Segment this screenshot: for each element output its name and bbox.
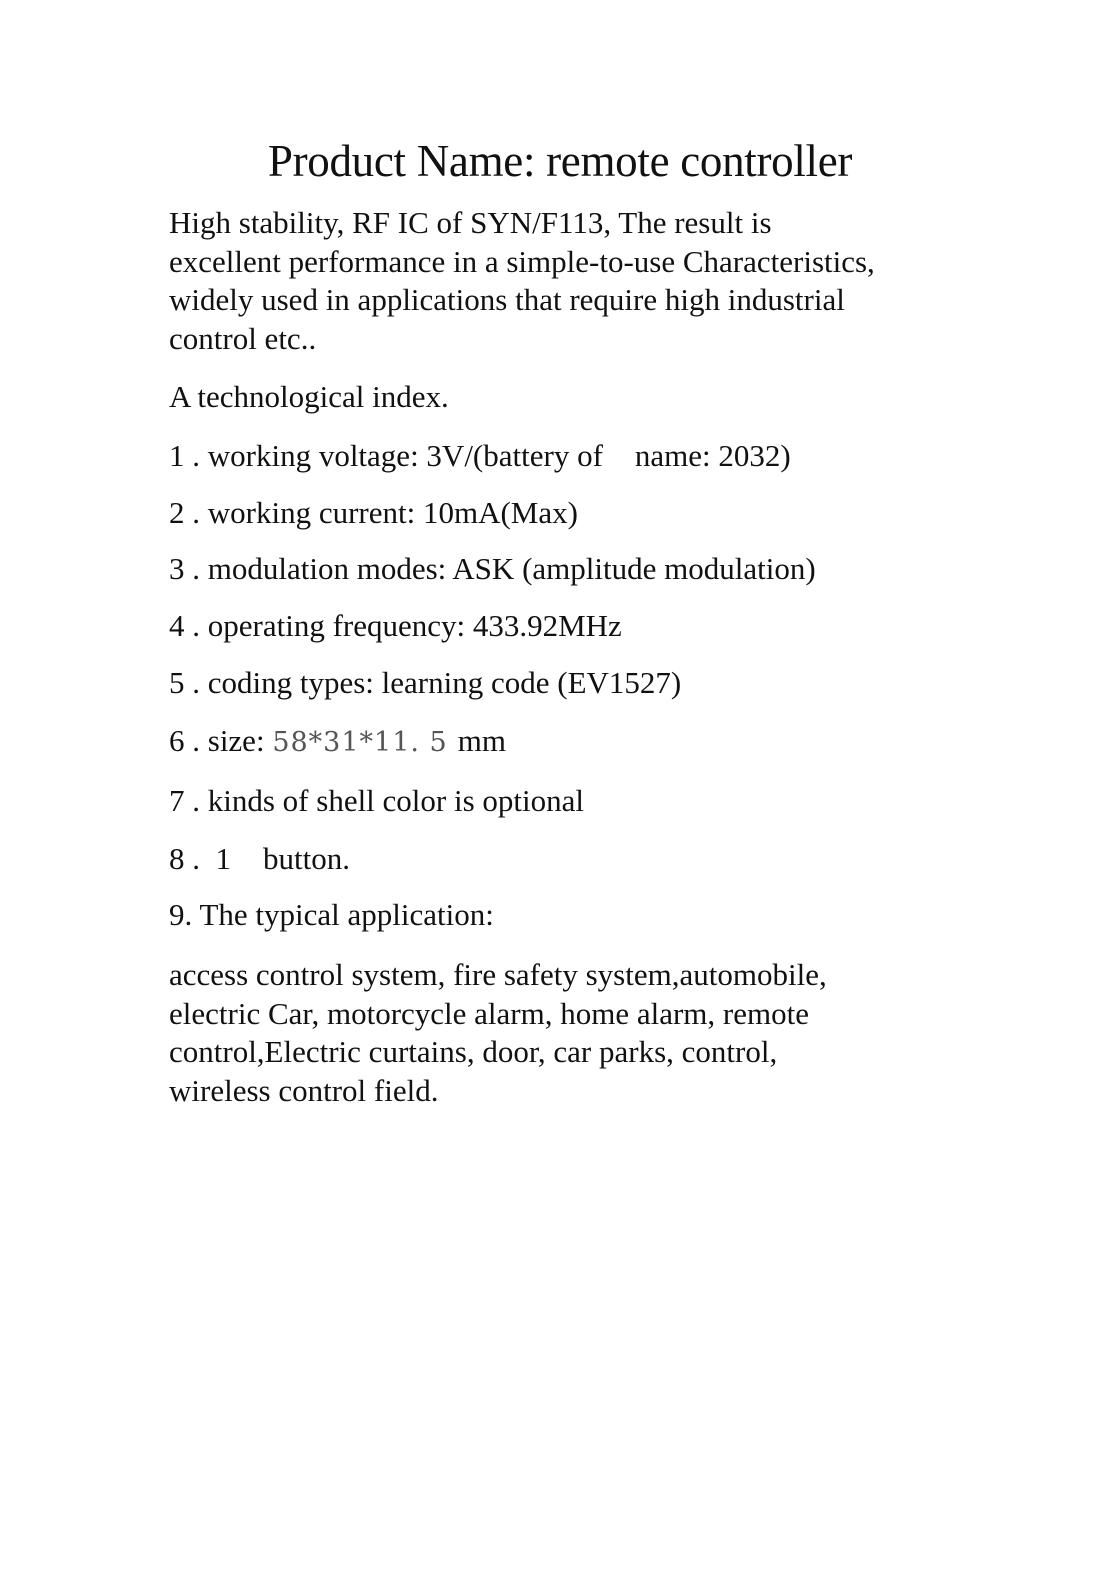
spec-item-modulation xyxy=(169,550,816,588)
spec-text: size: xyxy=(207,723,265,758)
applications-line: control,Electric curtains, door, car parks, control, xyxy=(169,1034,778,1069)
applications-line: wireless control field. xyxy=(169,1072,439,1108)
intro-paragraph xyxy=(169,204,969,358)
spec-text: The typical application: xyxy=(199,897,494,932)
spec-text: modulation modes: ASK (amplitude modulation) xyxy=(207,551,816,586)
spec-number: 1 . xyxy=(169,438,200,473)
spec-text: working current: 10mA(Max) xyxy=(207,495,578,530)
spec-text: coding types: learning code (EV1527) xyxy=(207,665,682,700)
spec-text: operating frequency: 433.92MHz xyxy=(207,608,622,643)
button-count: 1 xyxy=(215,841,231,876)
spec-number: 2 . xyxy=(169,495,200,530)
size-value: 58*31*11. 5 xyxy=(272,727,448,758)
intro-line: High stability, RF IC of SYN/F113, The result is xyxy=(169,205,772,240)
spec-item-size xyxy=(169,722,506,762)
spec-number: 5 . xyxy=(169,665,200,700)
size-unit: mm xyxy=(457,723,506,758)
spec-item-coding xyxy=(169,664,681,702)
spec-text: kinds of shell color is optional xyxy=(207,783,585,818)
applications-paragraph xyxy=(169,956,969,1110)
spec-number: 8 . xyxy=(169,841,200,876)
spec-text: working voltage: 3V/(battery of xyxy=(207,438,603,473)
spec-number: 9. xyxy=(169,897,193,932)
spec-item-application xyxy=(169,896,494,934)
spec-number: 4 . xyxy=(169,608,200,643)
spec-item-voltage xyxy=(169,437,791,475)
intro-line: widely used in applications that require high industrial xyxy=(169,282,845,317)
spec-extra: name: 2032) xyxy=(634,438,791,473)
intro-line: control etc.. xyxy=(169,320,317,356)
spec-item-current xyxy=(169,494,578,532)
applications-line: access control system, fire safety system,automobile, xyxy=(169,957,827,992)
spec-number: 7 . xyxy=(169,783,200,818)
page-title: Product Name: remote controller xyxy=(267,136,853,186)
spec-number: 3 . xyxy=(169,551,200,586)
intro-line: excellent performance in a simple-to-use Characteristics, xyxy=(169,243,875,279)
spec-item-shell-color xyxy=(169,782,584,820)
spec-text: button. xyxy=(263,841,350,876)
spec-number: 6 . xyxy=(169,723,200,758)
applications-line: electric Car, motorcycle alarm, home alarm, remote xyxy=(169,995,809,1031)
spec-item-buttons xyxy=(169,840,350,878)
index-heading: A technological index. xyxy=(169,379,449,414)
spec-item-frequency xyxy=(169,607,622,645)
